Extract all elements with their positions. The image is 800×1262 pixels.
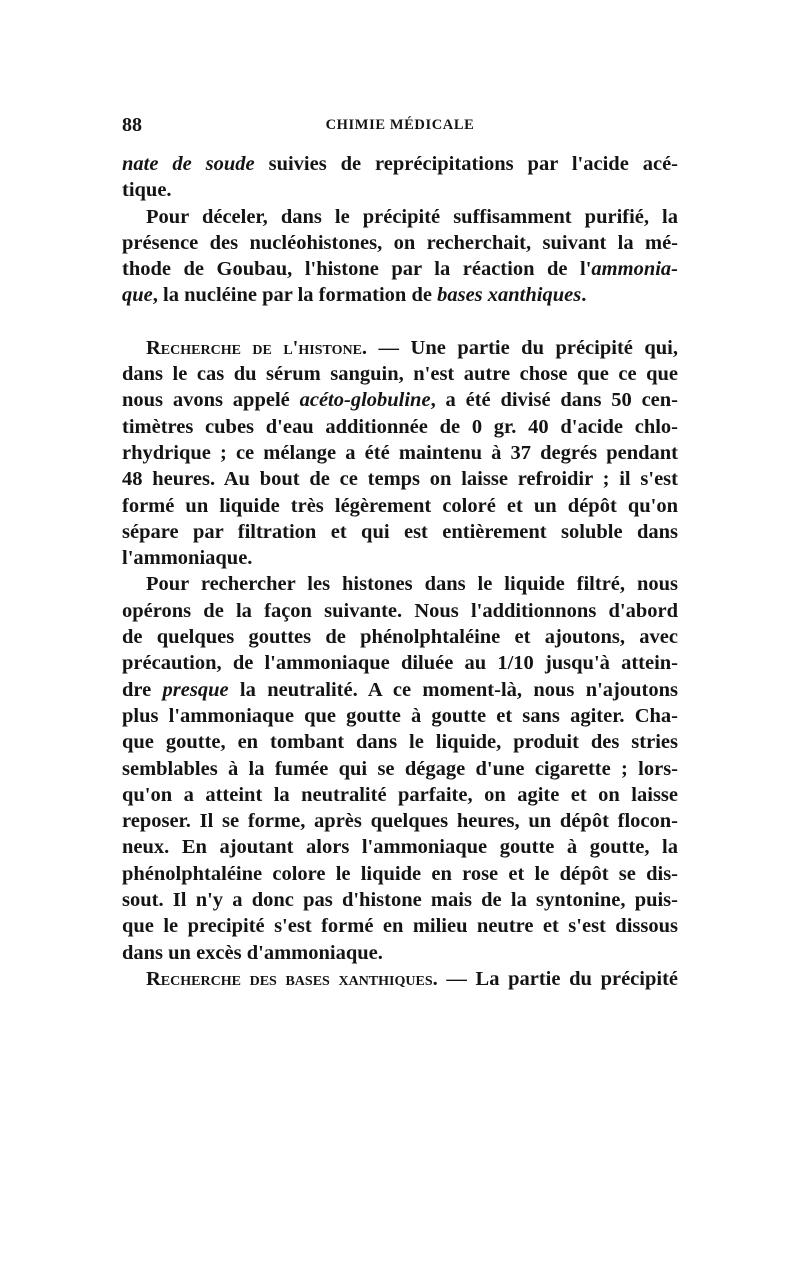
italic-text: nate de soude — [122, 153, 255, 175]
italic-text: que — [122, 284, 153, 307]
text-run: dans le cas du sérum sanguin, n'est autre chose que ce que — [122, 363, 678, 386]
text-run: sout. Il n'y a donc pas d'histone mais de la syntonine, puis- — [122, 889, 678, 912]
text-line — [122, 571, 678, 597]
italic-text: acéto-globuline — [299, 389, 431, 412]
text-line — [122, 256, 678, 282]
text-run: précaution, de l'ammoniaque diluée au 1/10 jusqu'à attein- — [122, 652, 678, 675]
text-run: que le precipité s'est formé en milieu neutre et s'est dissous — [122, 915, 678, 938]
text-run: Pour rechercher les histones dans le liquide filtré, nous — [146, 573, 678, 596]
text-line — [122, 335, 678, 361]
text-run: thode de Goubau, l'histone par la réaction de l' — [122, 258, 592, 281]
text-line — [122, 834, 678, 860]
text-line — [122, 729, 678, 755]
text-line — [122, 624, 678, 650]
text-line — [122, 230, 678, 256]
text-run: neux. En ajoutant alors l'ammoniaque goutte à goutte, la — [122, 836, 678, 859]
text-run: , a été divisé dans 50 cen- — [430, 389, 678, 412]
text-run: de quelques gouttes de phénolphtaléine et ajoutons, avec — [122, 626, 678, 649]
text-line — [122, 204, 678, 230]
text-run: phénolphtaléine colore le liquide en rose et le dépôt se dis- — [122, 862, 678, 885]
text-run: timètres cubes d'eau additionnée de 0 gr. 40 d'acide chlo- — [122, 415, 678, 438]
text-run: semblables à la fumée qui se dégage d'une cigarette ; lors- — [122, 757, 678, 780]
text-line — [122, 756, 678, 782]
text-run: rhydrique ; ce mélange a été maintenu à 37 degrés pendant — [122, 441, 678, 464]
text-run: dans un excès d'ammoniaque. — [122, 941, 383, 964]
running-title: CHIMIE MÉDICALE — [325, 117, 475, 133]
text-run: reposer. Il se forme, après quelques heures, un dépôt flocon- — [122, 810, 678, 833]
text-line — [122, 466, 678, 492]
paragraph — [122, 204, 678, 309]
text-line — [122, 519, 678, 545]
text-run: opérons de la façon suivante. Nous l'additionnons d'abord — [122, 599, 678, 622]
text-run: tique. — [122, 179, 172, 202]
text-line — [122, 782, 678, 808]
section-heading: Recherche des bases xanthiques. — [146, 967, 438, 990]
text-run: la neutralité. A ce moment-là, nous n'ajoutons — [228, 678, 678, 701]
text-line — [122, 440, 678, 466]
text-run: . — [581, 284, 587, 307]
text-run: , la nucléine par la formation de — [152, 284, 438, 307]
text-run: formé un liquide très légèrement coloré et un dépôt qu'on — [122, 494, 678, 517]
paragraph — [122, 571, 678, 965]
text-run: plus l'ammoniaque que goutte à goutte et sans agiter. Cha- — [122, 704, 678, 727]
text-run: — Une partie du précipité qui, — [367, 336, 678, 359]
text-run: qu'on a atteint la neutralité parfaite, on agite et on laisse — [122, 783, 678, 806]
text-line — [122, 861, 678, 887]
paragraph — [122, 335, 678, 572]
text-line — [122, 151, 678, 177]
text-line — [122, 414, 678, 440]
text-run: l'ammoniaque. — [122, 547, 253, 570]
italic-text: presque — [162, 678, 229, 701]
text-line — [122, 598, 678, 624]
text-run: nous avons appelé — [122, 389, 300, 412]
body-text — [122, 151, 678, 992]
paragraph-gap — [122, 309, 678, 335]
text-run: suivies de reprécipitations par l'acide acé- — [254, 153, 679, 175]
text-run: sépare par filtration et qui est entièrement soluble dans — [122, 520, 678, 543]
text-run: — La partie du précipité — [437, 967, 678, 990]
text-run: 48 heures. Au bout de ce temps on laisse refroidir ; il s'est — [122, 468, 678, 491]
italic-text: ammonia- — [591, 258, 678, 281]
text-line — [122, 808, 678, 834]
running-head — [122, 114, 678, 138]
text-line — [122, 177, 678, 203]
italic-text: bases xanthiques — [437, 284, 582, 307]
text-line — [122, 493, 678, 519]
text-run: dre — [122, 678, 163, 701]
text-line — [122, 703, 678, 729]
text-line — [122, 650, 678, 676]
page-number: 88 — [122, 114, 142, 136]
text-line — [122, 361, 678, 387]
text-line — [122, 282, 678, 308]
paragraph — [122, 151, 678, 204]
text-line — [122, 913, 678, 939]
text-run: Pour déceler, dans le précipité suffisamment purifié, la — [146, 205, 678, 228]
text-run: que goutte, en tombant dans le liquide, produit des stries — [122, 731, 678, 754]
text-run: présence des nucléohistones, on recherchait, suivant la mé- — [122, 231, 678, 254]
paragraph — [122, 966, 678, 992]
text-line — [122, 677, 678, 703]
section-heading: Recherche de l'histone. — [146, 336, 368, 359]
text-line — [122, 387, 678, 413]
text-line — [122, 887, 678, 913]
text-line — [122, 966, 678, 992]
text-line — [122, 940, 678, 966]
text-line — [122, 545, 678, 571]
